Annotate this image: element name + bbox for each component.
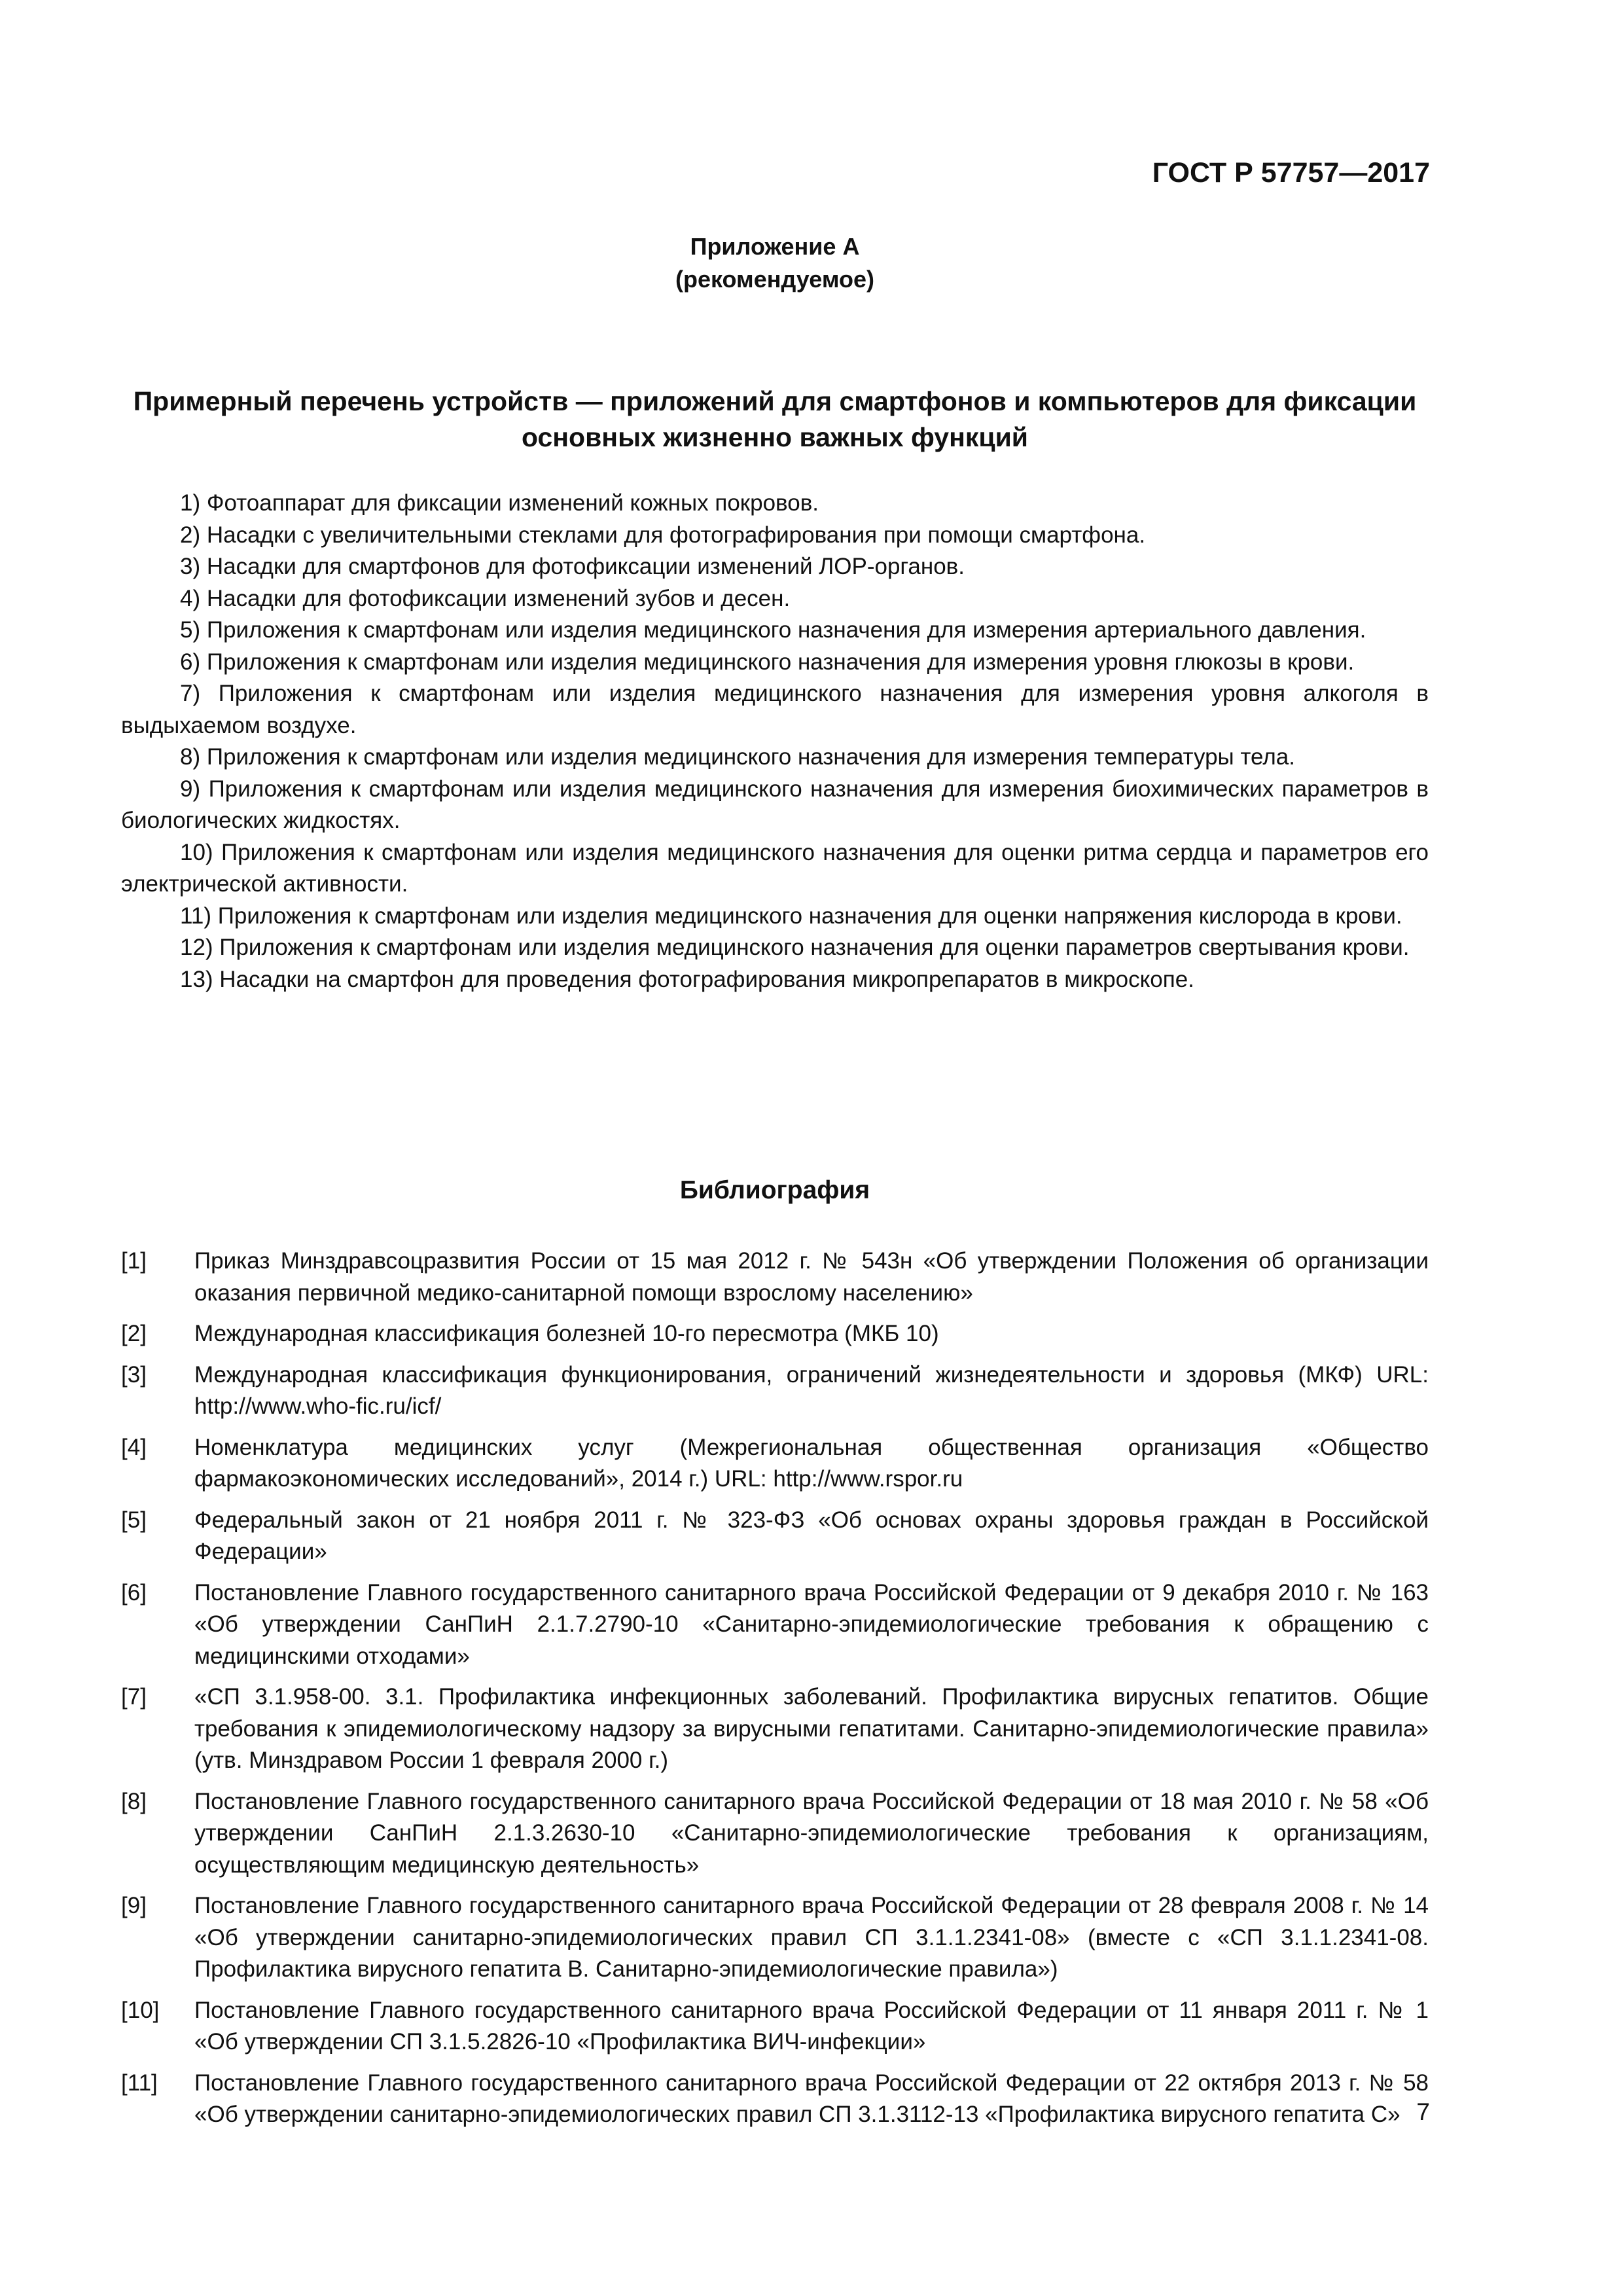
list-item: 7) Приложения к смартфонам или изделия медицинского назначения для измерения уровня алкоголя в выдыхаемом воздухе.: [121, 681, 1429, 738]
reference-number: [6]: [121, 1579, 147, 1605]
appendix-subtitle: (рекомендуемое): [675, 266, 874, 293]
reference-number: [11]: [121, 2070, 158, 2096]
bibliography-entry: [121, 2068, 1429, 2131]
bibliography-list: [121, 1246, 1429, 2140]
list-item: 8) Приложения к смартфонам или изделия медицинского назначения для измерения температуры тела.: [180, 744, 1295, 770]
reference-number: [7]: [121, 1684, 147, 1710]
bibliography-entry: [121, 1432, 1429, 1496]
reference-text: Приказ Минздравсоцразвития России от 15 мая 2012 г. № 543н «Об утверждении Положения об организации оказания первичной медико-санитарной помощи взрослому населению»: [194, 1248, 1429, 1306]
reference-number: [8]: [121, 1788, 147, 1814]
bibliography-entry: [121, 1890, 1429, 1986]
reference-text: Международная классификация функционирования, ограничений жизнедеятельности и здоровья (МКФ) URL: http://www.who-fic.ru/icf/: [194, 1361, 1429, 1419]
list-item: 5) Приложения к смартфонам или изделия медицинского назначения для измерения артериального давления.: [180, 617, 1366, 643]
reference-number: [4]: [121, 1434, 147, 1460]
reference-text: Международная классификация болезней 10-го пересмотра (МКБ 10): [194, 1321, 939, 1346]
reference-number: [5]: [121, 1507, 147, 1533]
appendix-title: Приложение А: [690, 233, 860, 260]
reference-number: [2]: [121, 1321, 147, 1346]
list-item: 13) Насадки на смартфон для проведения фотографирования микропрепаратов в микроскопе.: [180, 966, 1194, 992]
bibliography-title: Библиография: [679, 1176, 870, 1204]
bibliography-entry: [121, 1318, 1429, 1350]
appendix-heading: [0, 230, 1550, 296]
bibliography-entry: [121, 1246, 1429, 1309]
reference-text: «СП 3.1.958-00. 3.1. Профилактика инфекционных заболеваний. Профилактика вирусных гепатитов. Общие требования к эпидемиологическому надзору за вирусными гепатитами. Санитарно-эпидемиологические правила» (утв. Минздравом России 1 февраля 2000 г.): [194, 1684, 1429, 1773]
reference-text: Постановление Главного государственного санитарного врача Российской Федерации от 28 февраля 2008 г. № 14 «Об утверждении санитарно-эпидемиологических правил СП 3.1.1.2341-08» (вместе с «СП 3.1.1.2341-08. Профилактика вирусного гепатита В. Санитарно-эпидемиологические правила»): [194, 1893, 1429, 1982]
list-item: 3) Насадки для смартфонов для фотофиксации изменений ЛОР-органов.: [180, 554, 965, 579]
reference-text: Постановление Главного государственного санитарного врача Российской Федерации от 22 октября 2013 г. № 58 «Об утверждении санитарно-эпидемиологических правил СП 3.1.3112-13 «Профилактика вирусного гепатита С»: [194, 2070, 1429, 2127]
page-number: 7: [1416, 2098, 1430, 2125]
reference-text: Федеральный закон от 21 ноября 2011 г. № 323-ФЗ «Об основах охраны здоровья граждан в Российской Федерации»: [194, 1507, 1429, 1564]
bibliography-entry: [121, 1786, 1429, 1882]
bibliography-entry: [121, 1681, 1429, 1777]
list-item: 10) Приложения к смартфонам или изделия медицинского назначения для оценки ритма сердца и параметров его электрической активности.: [121, 839, 1429, 897]
doc-code: ГОСТ Р 57757—2017: [1152, 157, 1430, 188]
list-item: 1) Фотоаппарат для фиксации изменений кожных покровов.: [180, 490, 819, 516]
reference-number: [1]: [121, 1248, 147, 1274]
reference-text: Номенклатура медицинских услуг (Межрегиональная общественная организация «Общество фармакоэкономических исследований», 2014 г.) URL: http://www.rspor.ru: [194, 1434, 1429, 1492]
reference-text: Постановление Главного государственного санитарного врача Российской Федерации от 9 декабря 2010 г. № 163 «Об утверждении СанПиН 2.1.7.2790-10 «Санитарно-эпидемиологические требования к обращению с медицинскими отходами»: [194, 1579, 1429, 1669]
bibliography-entry: [121, 1995, 1429, 2058]
list-item: 9) Приложения к смартфонам или изделия медицинского назначения для измерения биохимических параметров в биологических жидкостях.: [121, 776, 1429, 833]
bibliography-entry: [121, 1359, 1429, 1423]
reference-number: [9]: [121, 1893, 147, 1918]
section-title: Примерный перечень устройств — приложений для смартфонов и компьютеров для фиксации основных жизненно важных функций: [133, 386, 1417, 452]
bibliography-entry: [121, 1577, 1429, 1673]
list-item: 2) Насадки с увеличительными стеклами для фотографирования при помощи смартфона.: [180, 522, 1146, 548]
list-item: 4) Насадки для фотофиксации изменений зубов и десен.: [180, 585, 791, 611]
reference-number: [3]: [121, 1361, 147, 1388]
reference-text: Постановление Главного государственного санитарного врача Российской Федерации от 18 мая 2010 г. № 58 «Об утверждении СанПиН 2.1.3.2630-10 «Санитарно-эпидемиологические требования к организациям, осуществляющим медицинскую деятельность»: [194, 1788, 1429, 1878]
list-item: 11) Приложения к смартфонам или изделия медицинского назначения для оценки напряжения кислорода в крови.: [180, 903, 1402, 929]
list-item: 6) Приложения к смартфонам или изделия медицинского назначения для измерения уровня глюкозы в крови.: [180, 649, 1355, 675]
reference-number: [10]: [121, 1997, 160, 2023]
device-list: [121, 488, 1429, 996]
bibliography-entry: [121, 1505, 1429, 1568]
reference-text: Постановление Главного государственного санитарного врача Российской Федерации от 11 января 2011 г. № 1 «Об утверждении СП 3.1.5.2826-10 «Профилактика ВИЧ-инфекции»: [194, 1997, 1429, 2054]
list-item: 12) Приложения к смартфонам или изделия медицинского назначения для оценки параметров свертывания крови.: [180, 935, 1410, 960]
